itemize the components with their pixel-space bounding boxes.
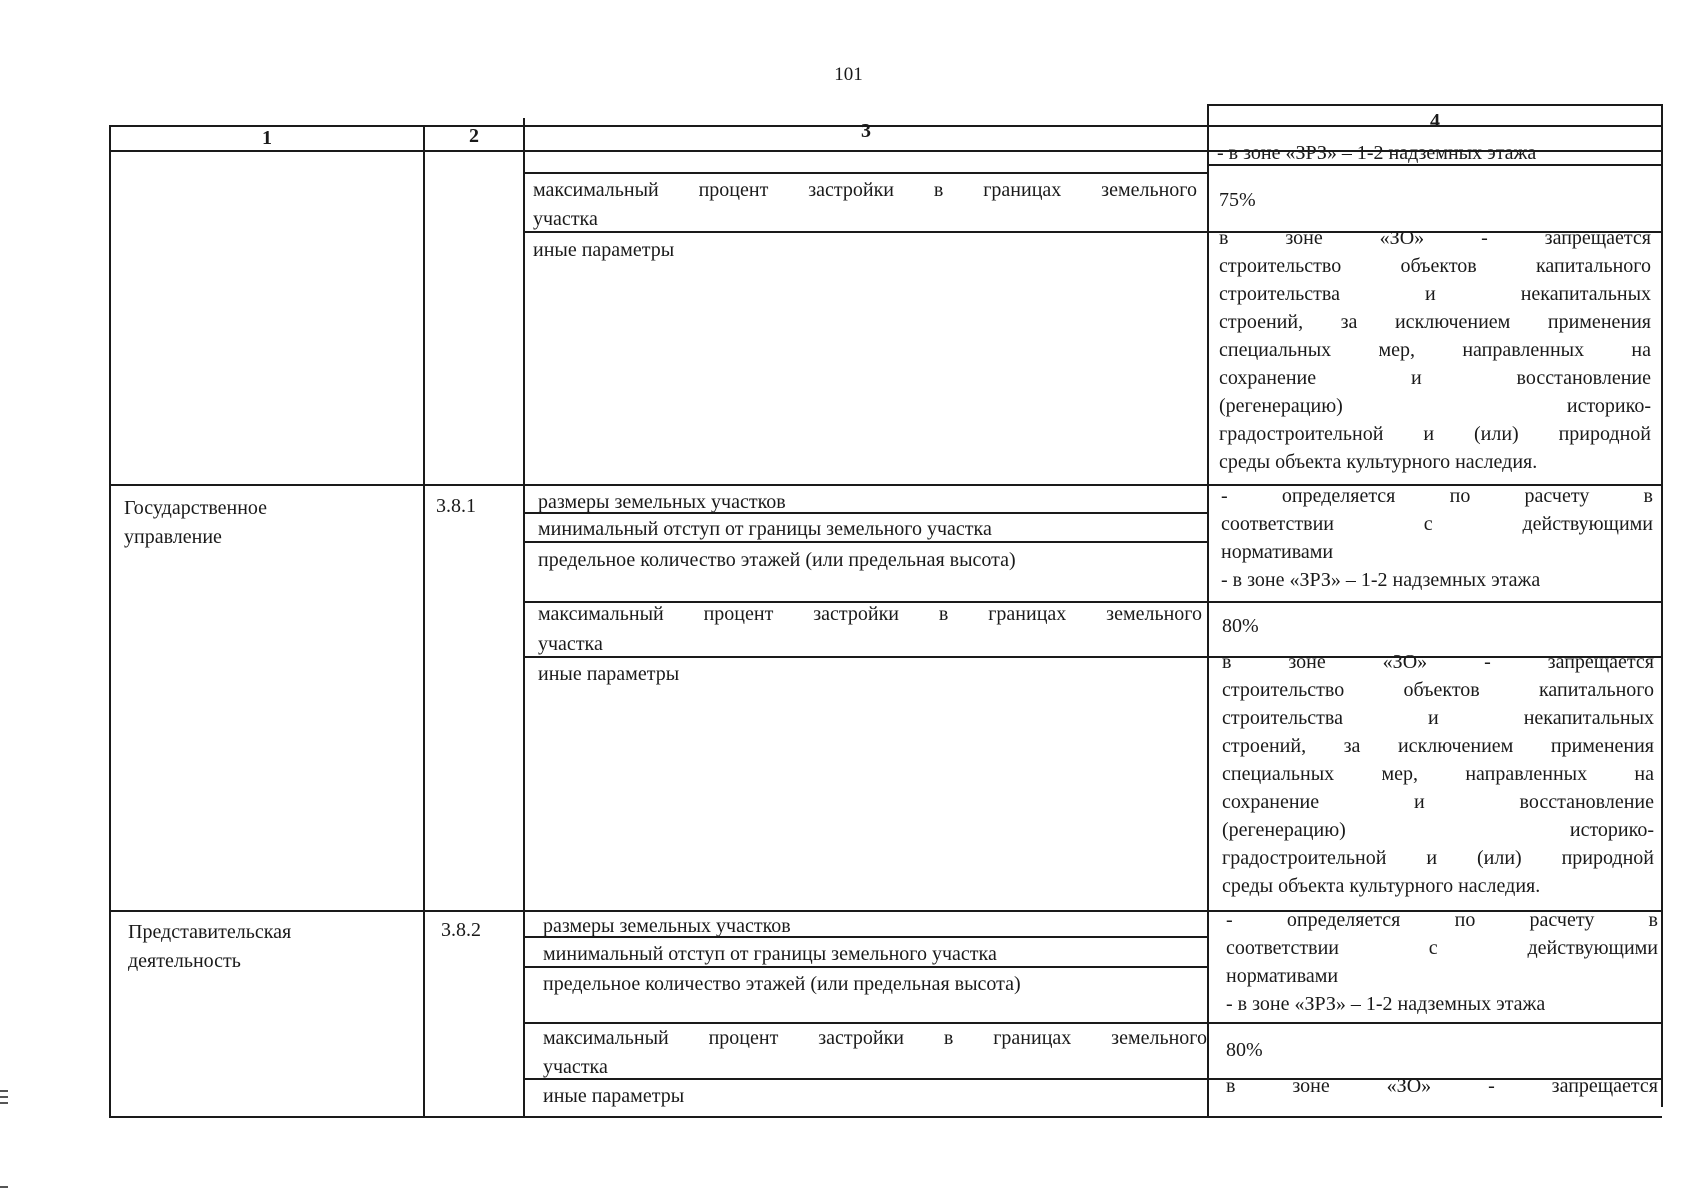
other-params-label: иные параметры [533, 239, 675, 261]
max-percent-value: 75% [1219, 189, 1256, 211]
header-border-col4 [1207, 104, 1662, 106]
scan-margin-mark [0, 1090, 8, 1092]
use-name-line: Государственное [124, 497, 268, 519]
use-code: 3.8.2 [441, 919, 481, 941]
max-percent-label-cont: участка [543, 1056, 608, 1078]
calc-rule-text: - определяется по расчету в соответствии с действующими нормативами [1226, 909, 1658, 987]
max-percent-label-cont: участка [538, 633, 603, 655]
page-number: 101 [834, 64, 863, 85]
scan-margin-mark [0, 1102, 8, 1104]
table-border-right [1661, 104, 1663, 1107]
row-divider [523, 172, 1209, 174]
other-params-text: в зоне «ЗО» - запрещается строительство объектов капитального строительства и некапитальных строений, за исключением применения специальных мер, направленных на сохранение и восстановление (регенерацию) историко- градостроительной и (или) природной среды объекта культурного наследия. [1222, 651, 1654, 897]
use-name-line: управление [124, 526, 222, 548]
max-percent-value: 80% [1226, 1039, 1263, 1061]
other-params-text: в зоне «ЗО» - запрещается [1226, 1075, 1658, 1097]
header-cell-1: 1 [262, 127, 272, 149]
floors-value: - в зоне «ЗРЗ» – 1-2 надземных этажа [1221, 569, 1541, 591]
scan-margin-mark [0, 1186, 8, 1188]
max-percent-label: максимальный процент застройки в границах земельного [538, 603, 1202, 625]
min-offset-label: минимальный отступ от границы земельного участка [538, 518, 992, 540]
calc-rule-text: - определяется по расчету в соответствии с действующими нормативами [1221, 485, 1653, 563]
header-cell-2: 2 [469, 125, 479, 147]
max-floors-label: предельное количество этажей (или предельная высота) [543, 973, 1021, 995]
scan-margin-mark [0, 1096, 8, 1098]
land-size-label: размеры земельных участков [538, 491, 786, 513]
column-divider-1 [423, 125, 425, 1118]
floors-value: - в зоне «ЗРЗ» – 1-2 надземных этажа [1226, 993, 1546, 1015]
min-offset-label: минимальный отступ от границы земельного участка [543, 943, 997, 965]
other-params-text: в зоне «ЗО» - запрещается строительство объектов капитального строительства и некапитальных строений, за исключением применения специальных мер, направленных на сохранение и восстановление (регенерацию) историко- градостроительной и (или) природной среды объекта культурного наследия. [1219, 227, 1651, 473]
table-border-bottom [110, 1116, 1662, 1118]
header-cell-4: 4 [1430, 110, 1440, 132]
table-border-left [109, 125, 111, 1118]
max-percent-label: максимальный процент застройки в границах земельного [533, 179, 1197, 201]
floors-value: - в зоне «ЗРЗ» – 1-2 надземных этажа [1217, 142, 1537, 164]
max-percent-value: 80% [1222, 615, 1259, 637]
max-percent-label: максимальный процент застройки в границах земельного [543, 1027, 1207, 1049]
max-percent-label-cont: участка [533, 208, 598, 230]
other-params-label: иные параметры [543, 1085, 685, 1107]
header-cell-3: 3 [861, 120, 871, 142]
use-name-line: Представительская [128, 921, 292, 943]
land-size-label: размеры земельных участков [543, 915, 791, 937]
other-params-label: иные параметры [538, 663, 680, 685]
max-floors-label: предельное количество этажей (или предельная высота) [538, 549, 1016, 571]
use-code: 3.8.1 [436, 495, 476, 517]
use-name-line: деятельность [128, 950, 241, 972]
